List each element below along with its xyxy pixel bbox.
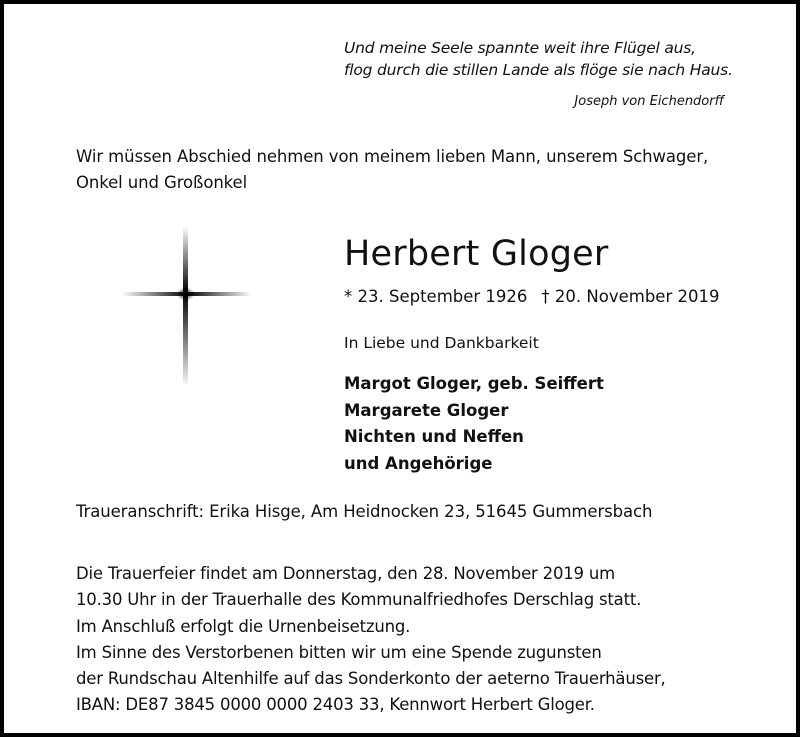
life-dates [344, 287, 719, 306]
poem-quote [344, 37, 733, 81]
info-line: IBAN: DE87 3845 0000 0000 2403 33, Kennwort Herbert Gloger. [76, 695, 595, 715]
birth-date: * 23. September 1926 [344, 287, 528, 306]
info-line: Im Sinne des Verstorbenen bitten wir um eine Spende zugunsten [76, 642, 602, 662]
poem-author: Joseph von Eichendorff [574, 94, 724, 109]
cross-icon [122, 226, 252, 384]
poem-line: flog durch die stillen Lande als flöge sie nach Haus. [344, 61, 733, 79]
mourning-address: Traueranschrift: Erika Hisge, Am Heidnocken 23, 51645 Gummersbach [76, 502, 653, 521]
mourner-name: Nichten und Neffen [344, 427, 524, 446]
info-line: Im Anschluß erfolgt die Urnenbeisetzung. [76, 616, 411, 636]
info-line: 10.30 Uhr in der Trauerhalle des Kommunalfriedhofes Derschlag statt. [76, 590, 642, 610]
death-date: † 20. November 2019 [541, 287, 720, 306]
intro-line: Wir müssen Abschied nehmen von meinem lieben Mann, unserem Schwager, [76, 147, 709, 166]
intro-text [76, 144, 708, 196]
intro-line: Onkel und Großonkel [76, 173, 248, 192]
mourner-name: und Angehörige [344, 453, 493, 473]
poem-line: Und meine Seele spannte weit ihre Flügel aus, [344, 39, 696, 57]
mourner-name: Margot Gloger, geb. Seiffert [344, 374, 604, 393]
mourners-intro: In Liebe und Dankbarkeit [344, 334, 539, 352]
mourner-name: Margarete Gloger [344, 400, 509, 420]
info-line: Die Trauerfeier findet am Donnerstag, den 28. November 2019 um [76, 564, 616, 583]
info-line: der Rundschau Altenhilfe auf das Sonderkonto der aeterno Trauerhäuser, [76, 669, 666, 689]
deceased-name: Herbert Gloger [344, 234, 609, 274]
ceremony-info [76, 561, 666, 719]
mourners-list [344, 371, 604, 477]
